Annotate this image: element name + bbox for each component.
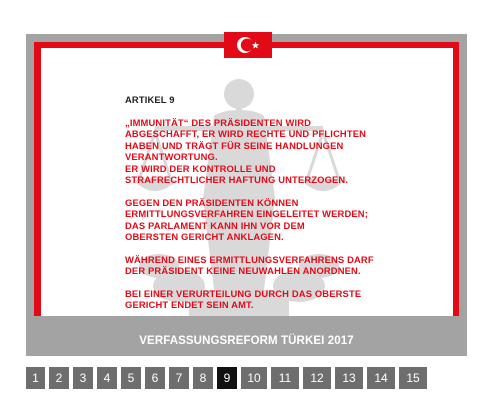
page-button-15[interactable]: 15 [399, 367, 427, 389]
article-line: BEI EINER VERURTEILUNG DURCH DAS OBERSTE [125, 287, 362, 299]
page-button-13[interactable]: 13 [335, 367, 363, 389]
article-line: ER WIRD DER KONTROLLE UND [125, 162, 276, 174]
page-button-9-current[interactable]: 9 [217, 367, 237, 389]
article-line: DER PRÄSIDENT KEINE NEUWAHLEN ANORDNEN. [125, 265, 361, 276]
article-title: ARTIKEL 9 [125, 94, 175, 105]
page-button-11[interactable]: 11 [271, 367, 299, 389]
red-frame [34, 42, 459, 330]
turkey-flag-icon [224, 32, 272, 58]
slide-image [26, 34, 467, 356]
article-paragraph [125, 117, 395, 186]
article-paragraph [125, 288, 395, 311]
slide-caption: VERFASSUNGSREFORM TÜRKEI 2017 [139, 335, 354, 347]
article-paragraph [125, 197, 395, 243]
page-button-3[interactable]: 3 [73, 367, 93, 389]
article-line: DAS PARLAMENT KANN IHN VOR DEM [125, 219, 305, 231]
gallery-pagination [26, 367, 481, 391]
page-button-12[interactable]: 12 [303, 367, 331, 389]
article-line: OBERSTEN GERICHT ANKLAGEN. [125, 231, 284, 242]
page-button-8[interactable]: 8 [193, 367, 213, 389]
page-button-10[interactable]: 10 [241, 367, 267, 389]
article-line: GERICHT ENDET SEIN AMT. [125, 299, 254, 310]
article-line: HABEN UND TRÄGT FÜR SEINE HANDLUNGEN [125, 139, 344, 151]
article-line: ERMITTLUNGSVERFAHREN EINGELEITET WERDEN; [125, 208, 368, 219]
article-line: ABGESCHAFFT, ER WIRD RECHTE UND PFLICHTEN [125, 128, 367, 139]
slide-content [40, 48, 453, 324]
article-line: VERANTWORTUNG. [125, 151, 218, 162]
page-button-2[interactable]: 2 [49, 367, 69, 389]
article-text [125, 94, 395, 322]
page-button-7[interactable]: 7 [169, 367, 189, 389]
page-button-4[interactable]: 4 [97, 367, 117, 389]
article-line: GEGEN DEN PRÄSIDENTEN KÖNNEN [125, 196, 299, 208]
article-line: STRAFRECHTLICHER HAFTUNG UNTERZOGEN. [125, 174, 349, 185]
page-button-5[interactable]: 5 [121, 367, 141, 389]
page-button-14[interactable]: 14 [367, 367, 395, 389]
article-paragraph [125, 254, 395, 277]
page-button-6[interactable]: 6 [145, 367, 165, 389]
article-line: WÄHREND EINES ERMITTLUNGSVERFAHRENS DARF [125, 253, 374, 265]
article-line: „IMMUNITÄT“ DES PRÄSIDENTEN WIRD [125, 116, 312, 128]
page-button-1[interactable]: 1 [26, 367, 45, 389]
